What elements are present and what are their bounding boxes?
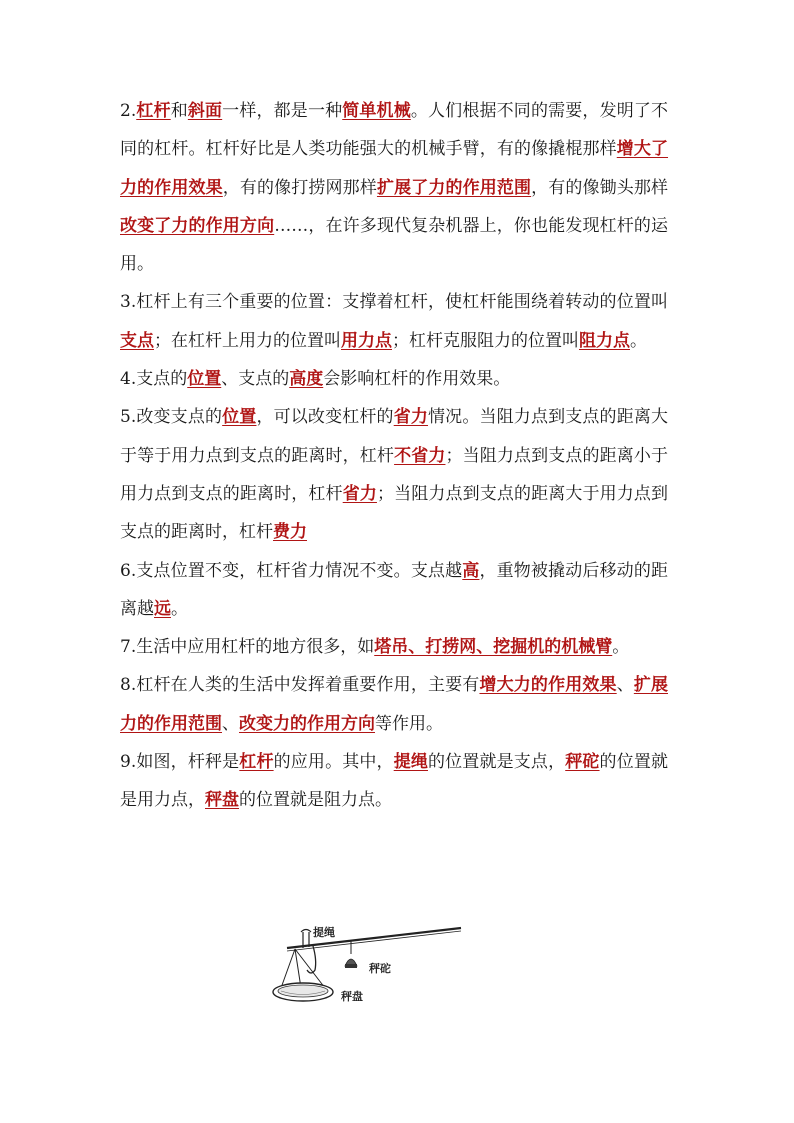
text-segment: 2. [120, 101, 137, 121]
text-segment: 。 [612, 637, 630, 658]
highlighted-term: 高度 [289, 369, 324, 390]
paragraph-6 [120, 628, 668, 666]
highlighted-term: 秤砣 [565, 752, 600, 773]
text-segment: 的位置就是用力点， [120, 752, 669, 811]
text-segment: 7.生活中应用杠杆的地方很多，如 [120, 637, 375, 658]
text-segment: 4.支点的 [120, 369, 188, 390]
text-segment: ，有的像打捞网那样 [222, 177, 377, 198]
highlighted-term: 增大力的作用效果 [479, 675, 617, 696]
text-segment: 8.杠杆在人类的生活中发挥着重要作用，主要有 [120, 675, 480, 696]
text-segment: 、 [222, 713, 239, 734]
steelyard-illustration [265, 918, 465, 1018]
highlighted-term: 扩展力的作用范围 [120, 675, 668, 734]
highlighted-term: 费力 [273, 522, 307, 543]
text-segment: ；当阻力点到支点的距离小于用力点到支点的距离时，杠杆 [120, 445, 669, 504]
highlighted-term: 改变了力的作用方向 [120, 215, 275, 236]
text-segment: ；当阻力点到支点的距离大于用力点到支点的距离时，杠杆 [120, 483, 669, 543]
highlighted-term: 阻力点 [579, 330, 630, 351]
paragraph-1 [120, 92, 668, 283]
highlighted-term: 省力 [342, 483, 377, 504]
text-segment: 的位置就是支点， [428, 752, 566, 773]
paragraph-5 [120, 552, 668, 629]
highlighted-term: 不省力 [394, 445, 446, 466]
text-segment: 和 [170, 101, 188, 121]
text-segment: 9.如图，杆秤是 [120, 752, 240, 773]
highlighted-term: 秤盘 [205, 790, 239, 811]
highlighted-term: 支点 [120, 330, 154, 351]
paragraph-7 [120, 666, 668, 743]
highlighted-term: 高 [462, 560, 480, 581]
text-segment: 、 [616, 675, 634, 696]
text-segment: 的位置就是阻力点。 [239, 790, 392, 811]
highlighted-term: 斜面 [187, 101, 223, 121]
text-segment: 。 [171, 598, 188, 619]
highlighted-term: 用力点 [341, 330, 392, 351]
text-segment: 。 [630, 330, 647, 351]
text-segment: ，有的像锄头那样 [531, 177, 669, 198]
paragraph-3 [120, 360, 668, 398]
text-segment: ……，在许多现代复杂机器上，你也能发现杠杆的运用。 [120, 215, 669, 275]
text-segment: ，可以改变杠杆的 [256, 407, 394, 428]
label-rope: 提绳 [313, 926, 335, 939]
highlighted-term: 杠杆 [239, 752, 274, 773]
highlighted-term: 位置 [222, 407, 257, 428]
highlighted-term: 塔吊、打捞网、挖掘机的机械臂 [374, 637, 613, 658]
paragraph-8 [120, 743, 668, 820]
highlighted-term: 省力 [393, 407, 429, 428]
paragraph-4 [120, 398, 668, 551]
highlighted-term: 简单机械 [342, 101, 411, 121]
text-segment: 一样，都是一种 [222, 101, 343, 121]
text-segment: 的应用。其中， [273, 752, 394, 773]
text-segment: 、支点的 [221, 369, 290, 390]
highlighted-term: 扩展了力的作用范围 [376, 177, 532, 198]
text-segment: 会影响杠杆的作用效果。 [323, 369, 511, 390]
text-segment: ；杠杆克服阻力的位置叫 [392, 330, 579, 351]
highlighted-term: 远 [154, 598, 171, 619]
text-segment: 3.杠杆上有三个重要的位置：支撑着杠杆，使杠杆能围绕着转动的位置叫 [120, 292, 668, 313]
highlighted-term: 改变力的作用方向 [239, 713, 375, 734]
text-segment: 5.改变支点的 [120, 407, 223, 428]
text-segment: ，重物被撬动后移动的距离越 [120, 560, 668, 619]
text-segment: 等作用。 [375, 713, 443, 734]
highlighted-term: 杠杆 [136, 101, 171, 121]
highlighted-term: 增大了力的作用效果 [120, 139, 669, 198]
text-segment: 。人们根据不同的需要，发明了不同的杠杆。杠杆好比是人类功能强大的机械手臂，有的像撬棍那样 [120, 101, 669, 160]
steelyard-figure [265, 918, 465, 1018]
text-segment: 6.支点位置不变，杠杆省力情况不变。支点越 [120, 560, 463, 581]
document-body [120, 92, 668, 820]
highlighted-term: 提绳 [393, 752, 428, 773]
text-segment: 情况。当阻力点到支点的距离大于等于用力点到支点的距离时，杠杆 [120, 407, 669, 466]
paragraph-2 [120, 283, 668, 360]
label-weight: 秤砣 [369, 962, 391, 975]
label-pan: 秤盘 [341, 990, 363, 1003]
highlighted-term: 位置 [187, 369, 222, 390]
text-segment: ；在杠杆上用力的位置叫 [154, 330, 341, 351]
